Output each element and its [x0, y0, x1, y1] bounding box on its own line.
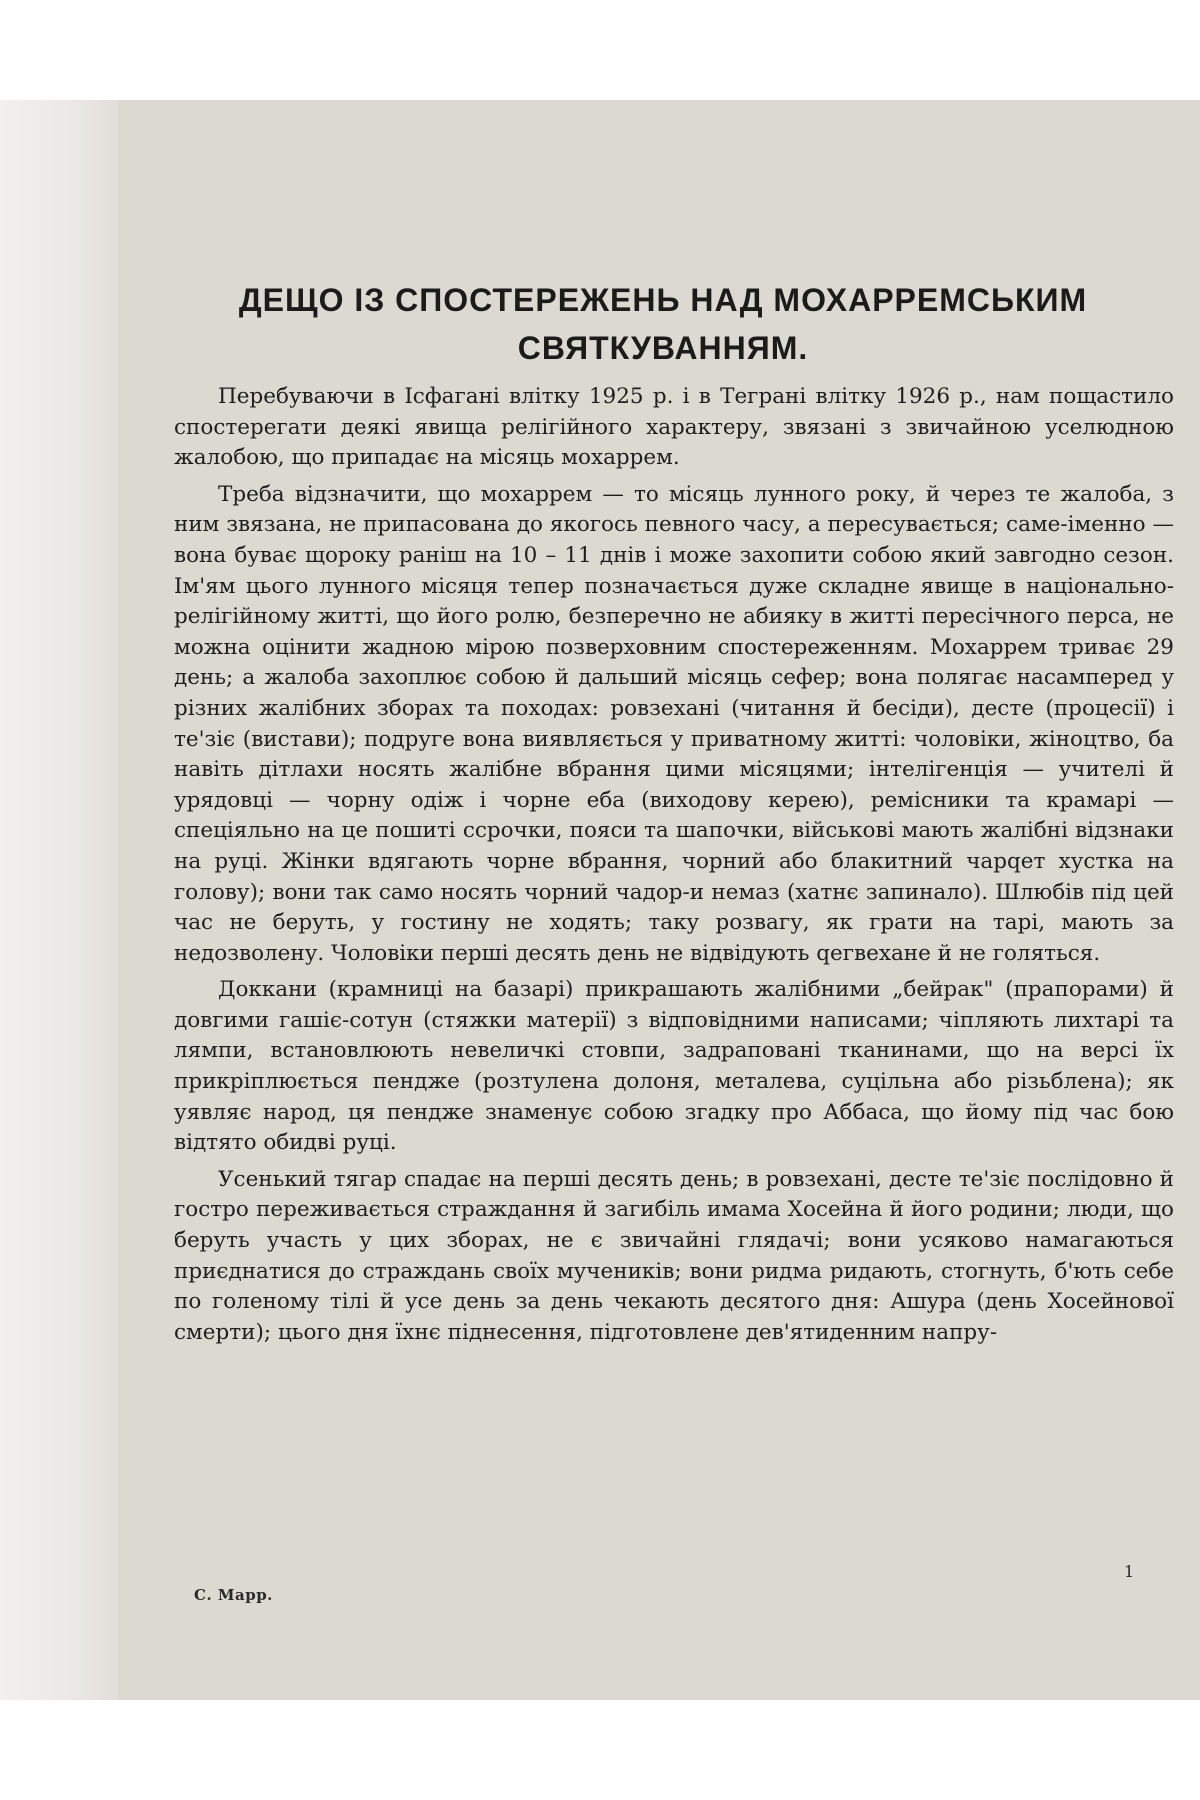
scanned-page-background	[0, 100, 1200, 1700]
page-margin-edge	[0, 100, 118, 1700]
article-body	[174, 382, 1174, 1354]
document-page	[118, 100, 1200, 1700]
signature-mark: С. Марр.	[194, 1586, 273, 1604]
paragraph-2: Треба відзначити, що мохаррем — то місяць лунного року, й через те жалоба, з ним звязана, не припасована до якогось певного часу, а пересувається; саме-іменно — вона буває щороку раніш на 10 – 11 днів і може захопити собою який завгодно сезон. Ім'ям цього лунного місяця тепер позначається дуже складне явище в національно-релігійному житті, що його ролю, безперечно не абияку в житті пересічного перса, не можна оцінити жадною мірою позверховним спостереженням. Мохаррем триває 29 день; а жалоба захоплює собою й дальший місяць сефер; вона полягає насамперед у різних жалібних зборах та походах: ровзехані (читання й бесіди), десте (процесії) і те'зіє (вистави); подруге вона виявляється у приватному житті: чоловіки, жіноцтво, ба навіть дітлахи носять жалібне вбрання цими місяцями; інтелігенція — учителі й урядовці — чорну одіж і чорне еба (виходову керею), ремісники та крамарі — спеціяльно на це пошиті ссрочки, пояси та шапочки, військові мають жалібні відзнаки на руці. Жінки вдягають чорне вбрання, чорний або блакитний чарqет хустка на голову); вони так само носять чорний чадор-и немаз (хатнє запинало). Шлюбів під цей час не беруть, у гостину не ходять; таку розвагу, як грати на тарі, мають за недозволену. Чоловіки перші десять день не відвідують qегвехане й не голяться.	[174, 481, 1174, 966]
article-title: ДЕЩО ІЗ СПОСТЕРЕЖЕНЬ НАД МОХАРРЕМСЬКИМ СВЯТКУВАННЯМ.	[238, 282, 1088, 366]
paragraph-4: Усенький тягар спадає на перші десять день; в ровзехані, десте те'зіє послідовно й гостро переживається страждання й загибіль имама Хосейна й його родини; люди, що беруть участь у цих зборах, не є звичайні глядачі; вони усяково намагаються приєднатися до страждань своїх мучеників; вони ридма ридають, стогнуть, б'ють себе по голеному тілі й усе день за день чекають десятого дня: Ашура (день Хосейнової смерти); цього дня їхнє піднесення, підготовлене дев'ятиденним напру-	[174, 1166, 1174, 1345]
paragraph-3: Доккани (крамниці на базарі) прикрашають жалібними „бейрак" (прапорами) й довгими гашіє-сотун (стяжки матерії) з відповідними написами; чіпляють лихтарі та лямпи, встановлюють невеличкі стовпи, задраповані тканинами, що на версі їх прикріплюється пендже (розтулена долоня, металева, суцільна або різьблена); як уявляє народ, ця пендже знаменує собою згадку про Аббаса, що йому під час бою відтято обидві руці.	[174, 977, 1174, 1156]
paragraph-1: Перебуваючи в Ісфагані влітку 1925 р. і в Теграні влітку 1926 р., нам пощастило спостерегати деякі явища релігійного характеру, звязані з звичайною уселюдною жалобою, що припадає на місяць мохаррем.	[174, 384, 1174, 471]
page-number: 1	[1124, 1562, 1135, 1581]
